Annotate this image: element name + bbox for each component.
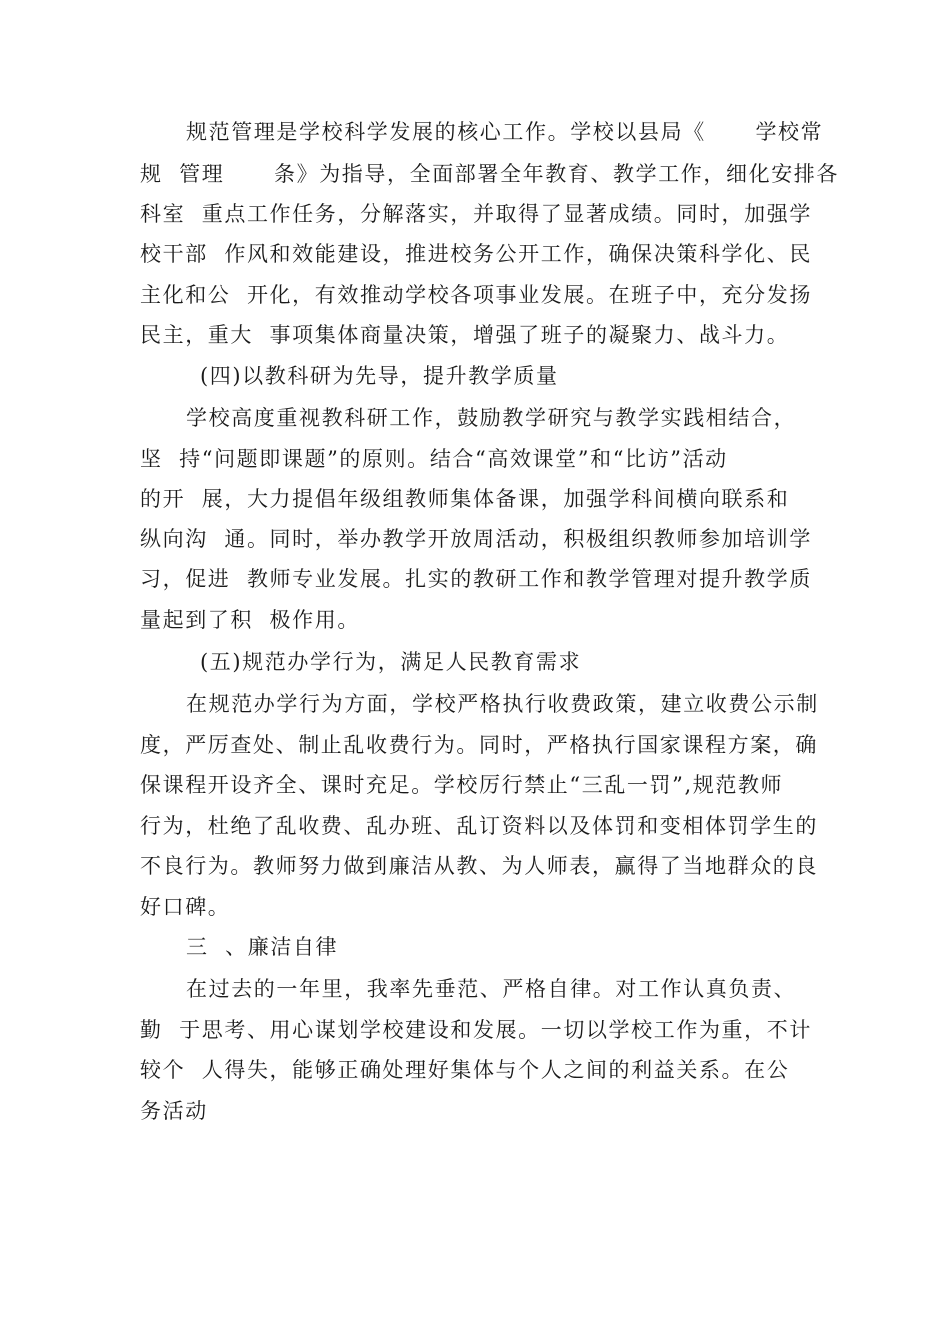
paragraph-4-line-4: 务活动	[140, 1099, 208, 1123]
paragraph-3-line-6: 好口碑。	[140, 895, 231, 919]
paragraph-1-line-6: 民主，重大 事项集体商量决策，增强了班子的凝聚力、战斗力。	[140, 323, 790, 347]
paragraph-1-line-1: 规范管理是学校科学发展的核心工作。学校以县局《 学校常	[186, 120, 824, 144]
paragraph-2-line-6: 量起到了积 极作用。	[140, 608, 360, 632]
paragraph-3-line-2: 度，严厉查处、制止乱收费行为。同时，严格执行国家课程方案，确	[140, 733, 818, 757]
paragraph-3-line-4: 行为，杜绝了乱收费、乱办班、乱订资料以及体罚和变相体罚学生的	[140, 814, 818, 838]
section-heading-5: (五)规范办学行为，满足人民教育需求	[200, 650, 582, 674]
paragraph-1-line-5: 主化和公 开化，有效推动学校各项事业发展。在班子中，充分发扬	[140, 283, 812, 307]
section-heading-3: 三 、廉洁自律	[186, 935, 339, 959]
paragraph-2-line-4: 纵向沟 通。同时，举办教学开放周活动，积极组织教师参加培训学	[140, 527, 812, 551]
paragraph-2-line-5: 习，促进 教师专业发展。扎实的教研工作和教学管理对提升教学质	[140, 567, 812, 591]
paragraph-2-line-3: 的开 展，大力提倡年级组教师集体备课，加强学科间横向联系和	[140, 487, 790, 511]
paragraph-4-line-2: 勤 于思考、用心谋划学校建设和发展。一切以学校工作为重，不计	[140, 1018, 812, 1042]
paragraph-1-line-3: 科室 重点工作任务，分解落实，并取得了显著成绩。同时，加强学	[140, 202, 812, 226]
section-heading-4: (四)以教科研为先导，提升教学质量	[200, 364, 559, 388]
paragraph-2-line-2: 坚 持“问题即课题”的原则。结合“高效课堂”和“比访”活动	[140, 447, 728, 471]
paragraph-2-line-1: 学校高度重视教科研工作，鼓励教学研究与教学实践相结合，	[186, 406, 797, 430]
paragraph-3-line-5: 不良行为。教师努力做到廉洁从教、为人师表，赢得了当地群众的良	[140, 854, 818, 878]
paragraph-1-line-4: 校干部 作风和效能建设，推进校务公开工作，确保决策科学化、民	[140, 242, 812, 266]
paragraph-1-line-2: 规 管理 条》为指导，全面部署全年教育、教学工作，细化安排各	[140, 162, 839, 186]
paragraph-3-line-1: 在规范办学行为方面，学校严格执行收费政策，建立收费公示制	[186, 692, 819, 716]
paragraph-3-line-3: 保课程开设齐全、课时充足。学校厉行禁止“三乱一罚”,规范教师	[140, 773, 784, 797]
paragraph-4-line-3: 较个 人得失，能够正确处理好集体与个人之间的利益关系。在公	[140, 1058, 790, 1082]
paragraph-4-line-1: 在过去的一年里，我率先垂范、严格自律。对工作认真负责、	[186, 977, 797, 1001]
